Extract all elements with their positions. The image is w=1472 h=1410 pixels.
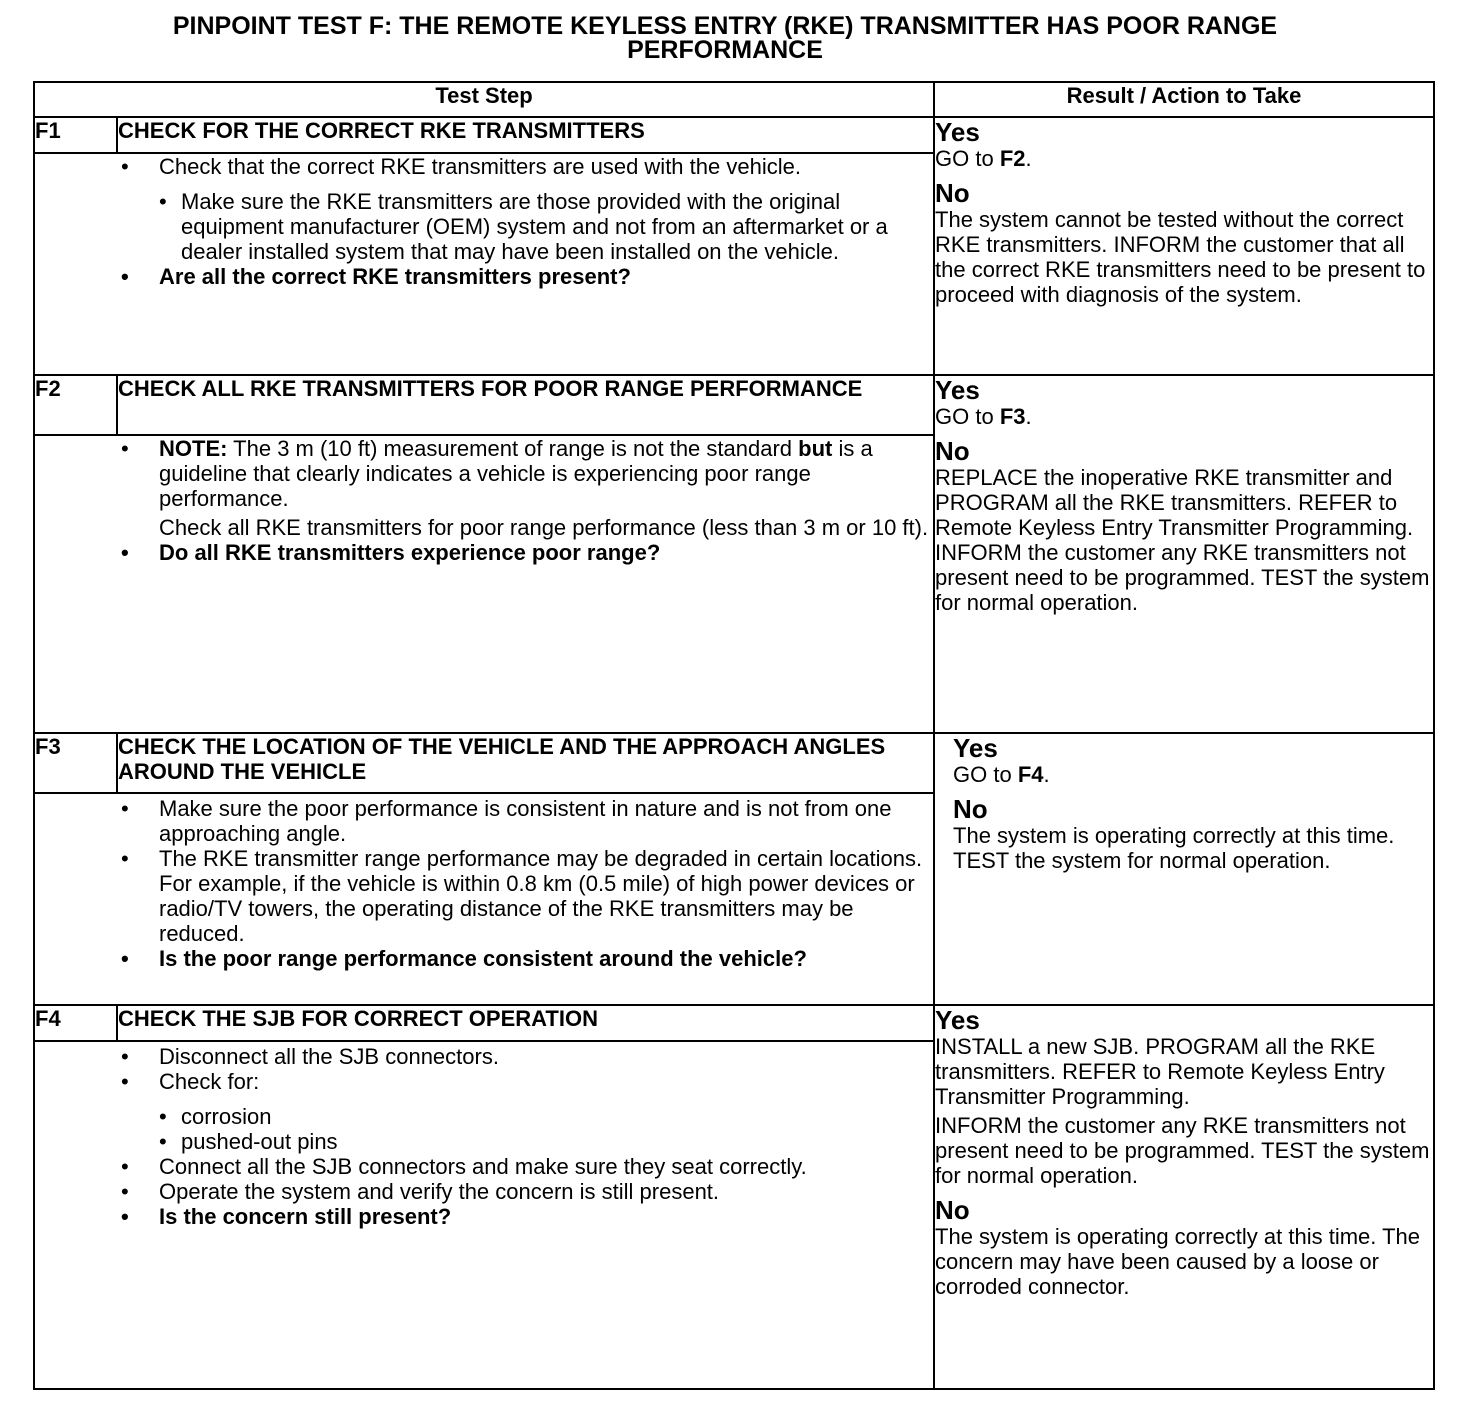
step-body-f2 bbox=[34, 435, 934, 733]
step-body-f1 bbox=[34, 153, 934, 375]
no-action-f4: The system is operating correctly at this time. The concern may have been caused by a loose or corroded connector. bbox=[935, 1224, 1421, 1299]
step-title-f1: CHECK FOR THE CORRECT RKE TRANSMITTERS bbox=[117, 117, 934, 153]
go-to-f3: GO to F4. bbox=[953, 762, 1050, 787]
step-id-f1: F1 bbox=[34, 117, 117, 153]
no-label-f1: No bbox=[935, 178, 970, 208]
list-item: • Check for: bbox=[35, 1069, 933, 1094]
list-item: • The RKE transmitter range performance may be degraded in certain locations. For example, if the vehicle is within 0.8 km (0.5 mile) of high power devices or radio/TV towers, the operating distance of the RKE transmitters may be reduced. bbox=[35, 846, 933, 946]
header-result: Result / Action to Take bbox=[934, 82, 1434, 117]
no-label-f3: No bbox=[953, 794, 988, 824]
yes-action-f4-cont: INFORM the customer any RKE transmitters not present need to be programmed. TEST the system for normal operation. bbox=[935, 1113, 1430, 1188]
no-label-f2: No bbox=[935, 436, 970, 466]
step-f3-title-row bbox=[34, 733, 1434, 793]
step-question-f4: • Is the concern still present? bbox=[35, 1204, 933, 1229]
list-item: • Check that the correct RKE transmitters are used with the vehicle. bbox=[35, 154, 933, 179]
yes-label-f3: Yes bbox=[953, 733, 998, 763]
step-id-f4: F4 bbox=[34, 1005, 117, 1041]
step-id-f2: F2 bbox=[34, 375, 117, 435]
no-action-f2: REPLACE the inoperative RKE transmitter and PROGRAM all the RKE transmitters. REFER to Remote Keyless Entry Transmitter Programming. INFORM the customer any RKE transmitters not present need to be programmed. TEST the system for normal operation. bbox=[935, 465, 1430, 615]
step-f1-title-row bbox=[34, 117, 1434, 153]
result-f4 bbox=[934, 1005, 1434, 1389]
note-label: NOTE: bbox=[159, 436, 228, 461]
go-to-f1: GO to F2. bbox=[935, 146, 1032, 171]
list-item: • Disconnect all the SJB connectors. bbox=[35, 1044, 933, 1069]
title-line-1: PINPOINT TEST F: THE REMOTE KEYLESS ENTRY (RKE) TRANSMITTER HAS POOR RANGE bbox=[172, 12, 1278, 40]
list-item: • pushed-out pins bbox=[35, 1129, 933, 1154]
list-item: Check all RKE transmitters for poor range performance (less than 3 m or 10 ft). bbox=[159, 515, 929, 540]
page-title bbox=[0, 14, 1450, 62]
step-question-f3: • Is the poor range performance consistent around the vehicle? bbox=[35, 946, 933, 971]
no-action-f3: The system is operating correctly at this time. TEST the system for normal operation. bbox=[953, 823, 1395, 873]
list-item: • NOTE: The 3 m (10 ft) measurement of range is not the standard but is a guideline that clearly indicates a vehicle is experiencing poor range performance. bbox=[35, 436, 933, 511]
yes-action-f4: INSTALL a new SJB. PROGRAM all the RKE transmitters. REFER to Remote Keyless Entry Transmitter Programming. bbox=[935, 1034, 1385, 1109]
list-item: • Make sure the poor performance is consistent in nature and is not from one approaching angle. bbox=[35, 796, 933, 846]
header-row bbox=[34, 82, 1434, 117]
header-test-step: Test Step bbox=[34, 82, 934, 117]
list-item: • Make sure the RKE transmitters are those provided with the original equipment manufacturer (OEM) system and not from an aftermarket or a dealer installed system that may have been installed on the vehicle. bbox=[35, 189, 933, 264]
list-item: • corrosion bbox=[35, 1104, 933, 1129]
pinpoint-test-table bbox=[33, 81, 1435, 1390]
result-f3 bbox=[934, 733, 1434, 1005]
step-title-f3: CHECK THE LOCATION OF THE VEHICLE AND THE APPROACH ANGLES AROUND THE VEHICLE bbox=[117, 733, 934, 793]
go-to-f2: GO to F3. bbox=[935, 404, 1032, 429]
yes-label-f4: Yes bbox=[935, 1005, 980, 1035]
yes-label-f1: Yes bbox=[935, 117, 980, 147]
step-body-f4 bbox=[34, 1041, 934, 1389]
step-body-f3 bbox=[34, 793, 934, 1005]
list-item: • Connect all the SJB connectors and make sure they seat correctly. bbox=[35, 1154, 933, 1179]
result-f1 bbox=[934, 117, 1434, 375]
step-question-f1: • Are all the correct RKE transmitters present? bbox=[35, 264, 933, 289]
no-label-f4: No bbox=[935, 1195, 970, 1225]
yes-label-f2: Yes bbox=[935, 375, 980, 405]
result-f2 bbox=[934, 375, 1434, 733]
no-action-f1: The system cannot be tested without the correct RKE transmitters. INFORM the customer that all the correct RKE transmitters need to be present to proceed with diagnosis of the system. bbox=[935, 207, 1426, 307]
step-f2-title-row bbox=[34, 375, 1434, 435]
title-line-2: PERFORMANCE bbox=[627, 36, 823, 64]
step-f4-title-row bbox=[34, 1005, 1434, 1041]
list-item: • Operate the system and verify the concern is still present. bbox=[35, 1179, 933, 1204]
step-title-f2: CHECK ALL RKE TRANSMITTERS FOR POOR RANGE PERFORMANCE bbox=[117, 375, 934, 435]
step-title-f4: CHECK THE SJB FOR CORRECT OPERATION bbox=[117, 1005, 934, 1041]
step-id-f3: F3 bbox=[34, 733, 117, 793]
step-question-f2: • Do all RKE transmitters experience poor range? bbox=[35, 540, 933, 565]
